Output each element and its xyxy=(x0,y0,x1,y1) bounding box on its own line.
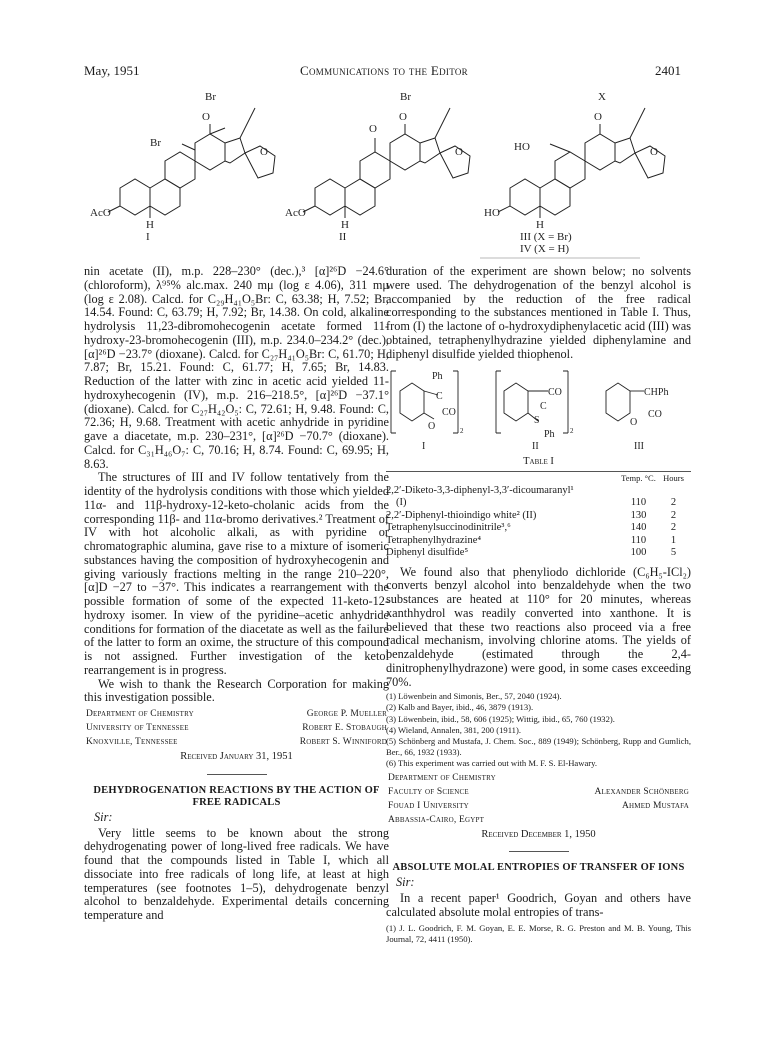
aff-line: Department of Chemistry xyxy=(86,709,194,719)
struct-i-subscript: 2 xyxy=(460,427,464,436)
author-name: Robert E. Stobaugh xyxy=(302,723,387,733)
left-column xyxy=(84,265,389,923)
table-row: (I) 110 2 xyxy=(396,497,677,508)
structure-ii-aco: AcO xyxy=(285,207,306,219)
reference-item: (5) Schönberg and Mustafa, J. Chem. Soc., 889 (1949); Schönberg, Rupp and Gumlich, Ber., 66, 1932 (1933). xyxy=(386,736,691,758)
structure-i-aco: AcO xyxy=(90,207,111,219)
structure-iii-x: X xyxy=(598,91,606,103)
struct-ii-subscript: 2 xyxy=(570,427,574,436)
author-name xyxy=(549,772,689,784)
table-row: Tetraphenylhydrazine⁴ 110 1 xyxy=(386,534,677,546)
right-column xyxy=(386,265,691,945)
reference-item: (4) Wieland, Annalen, 381, 200 (1911). xyxy=(386,724,521,735)
aff-line: Abbassia-Cairo, Egypt xyxy=(388,814,485,825)
steroid-structures-figure xyxy=(0,88,763,263)
table-row: 2,2′-Diketo-3,3-diphenyl-3,3′-dicoumaranyl¹ xyxy=(386,484,574,496)
article-title-entropies: ABSOLUTE MOLAL ENTROPIES OF TRANSFER OF IONS xyxy=(392,862,685,874)
structure-i-ring-o: O xyxy=(260,146,268,158)
structure-i-label: I xyxy=(146,231,150,243)
left-paragraph-3: We wish to thank the Research Corporation for making this investigation possible. xyxy=(84,676,389,705)
struct-ii-co: CO xyxy=(548,387,562,399)
aff-line: Faculty of Science xyxy=(388,786,469,797)
structure-iii-label: III (X = Br) xyxy=(520,231,572,243)
struct-ii-ph: Ph xyxy=(544,429,555,441)
structure-i-oxo: O xyxy=(202,111,210,123)
structure-i-br-left: Br xyxy=(150,137,161,149)
article-divider xyxy=(207,774,267,775)
structure-ii-h: H xyxy=(341,219,349,231)
struct-iii-o: O xyxy=(630,417,638,429)
structure-i xyxy=(90,91,275,243)
right-footnote: (1) J. L. Goodrich, F. M. Goyan, E. E. Morse, R. G. Preston and M. B. Young, This Journal, 72, 4411 (1950). xyxy=(386,922,691,944)
struct-i-c: C xyxy=(436,391,443,403)
table-row: Diphenyl disulfide⁵ 100 5 xyxy=(386,547,677,558)
left-paragraph-2: The structures of III and IV follow tentatively from the identity of the hydrolysis conditions with those which yielded 11α- and 11β-hydroxy-12-keto-cholanic acids from the corresponding 11β- and 11α-bromo derivatives.² Treatment of IV with hot alcoholic alkali, as with pyridine or chromatographic alumina, gave rise to a mixture of isomeric substances having the composition of hydroxyhecogenin and giving variously fractions melting in the range 210–220°, [α]D −27 to −37°. This indicates a rearrangement with the possible formation of some of the expected 11-keto-12-hydroxy isomer. In view of the pyridine–acetic anhydride conditions for formation of the diacetate as well as the failure of the latter to form an oxime, the structure of this compound is not assigned. Further investigation of the ketol rearrangement is in progress. xyxy=(84,470,389,677)
table-row: 2,2′-Diphenyl-thioindigo white² (II) 130 2 xyxy=(386,509,677,521)
struct-iii-co: CO xyxy=(648,409,662,421)
struct-ii-c: C xyxy=(540,401,547,413)
reference-item: (1) Löwenbein and Simonis, Ber., 57, 2040 (1924). xyxy=(386,691,562,702)
table-header-temp: Temp. °C. xyxy=(621,472,656,483)
left-affiliation xyxy=(84,706,389,750)
table-title: Table I xyxy=(523,456,554,468)
table-row: Tetraphenylsuccinodinitrile³,⁶ 140 2 xyxy=(386,522,677,533)
reference-item: (6) This experiment was carried out with M. F. S. El-Hawary. xyxy=(386,758,598,769)
free-radical-structures xyxy=(386,361,691,451)
left-salutation: Sir: xyxy=(94,809,113,824)
struct-i-o: O xyxy=(428,421,436,433)
header-date: May, 1951 xyxy=(84,63,140,78)
structure-iii-iv xyxy=(484,91,665,255)
structure-ii-oxo-12: O xyxy=(399,111,407,123)
structure-iii-ho-11: HO xyxy=(514,141,530,153)
structure-iv-label: IV (X = H) xyxy=(520,243,570,255)
article-title-dehydrogenation: DEHYDROGENATION REACTIONS BY THE ACTION OF FREE RADICALS xyxy=(93,784,380,808)
header-page-number: 2401 xyxy=(655,63,681,78)
author-name: George P. Mueller xyxy=(306,709,387,719)
aff-line: Fouad I University xyxy=(388,800,469,811)
structure-i-br-top: Br xyxy=(205,91,216,103)
struct-label-i: I xyxy=(422,441,426,452)
struct-label-ii: II xyxy=(532,441,539,452)
struct-iii-chph: CHPh xyxy=(644,387,669,399)
struct-i-co: CO xyxy=(442,407,456,419)
table-header-substance xyxy=(386,472,621,485)
right-paragraph-3: In a recent paper¹ Goodrich, Goyan and others have calculated absolute molal entropies of trans- xyxy=(386,891,691,919)
structure-iii-ring-o: O xyxy=(650,146,658,158)
left-paragraph-4: Very little seems to be known about the strong dehydrogenating power of long-lived free radicals. We have found that the compounds listed in Table I, which all dissociate into free radicals of long life, at least at high temperatures (see footnotes 1–5), dehydrogenate benzyl alcohol to benzaldehyde. Experimental details concerning temperature and xyxy=(84,825,389,922)
structure-iii-ho-3: HO xyxy=(484,207,500,219)
aff-line: Knoxville, Tennessee xyxy=(86,737,178,747)
right-references xyxy=(386,691,691,769)
structure-iii-oxo: O xyxy=(594,111,602,123)
struct-label-iii: III xyxy=(634,441,644,452)
article-divider xyxy=(509,851,569,852)
structure-iii-h: H xyxy=(536,219,544,231)
structure-ii-ring-o: O xyxy=(455,146,463,158)
author-name: Alexander Schönberg xyxy=(594,786,689,797)
author-name xyxy=(549,814,689,826)
left-received-date: Received January 31, 1951 xyxy=(180,751,293,762)
right-salutation: Sir: xyxy=(396,875,415,890)
left-paragraph-1: nin acetate (II), m.p. 228–230° (dec.),³ [α]²⁶D −24.6° (chloroform), λ⁹⁵% alc.max. 240 mμ (log ε 4.06), 311 mμ (log ε 2.08). Calcd. for C₂₉H₄₁O₅Br: C, 63.38; H, 7.52; Br, 14.54. Found: C, 63.79; H, 7.92; Br, 14.38. On cold, alkaline hydrolysis 11,23-dibromohecogenin acetate formed 11-hydroxy-23-bromohecogenin (III), m.p. 234.0–234.2° (dec.), [α]²⁶D −23.7° (dioxane). Calcd. for C₂₇H₄₁O₅Br: C, 61.70; H, 7.87; Br, 15.21. Found: C, 61.77; H, 7.65; Br, 14.83. Reduction of the latter with zinc in acetic acid yielded 11-hydroxyhecogenin (IV), m.p. 216–218.5°, [α]²⁶D −37.1° (dioxane). Calcd. for C₂₇H₄₂O₅: C, 72.61; H, 9.48. Found: C, 72.36; H, 9.68. Treatment with acetic anhydride in pyridine gave a diacetate, m.p. 230–231°, [α]²⁶D −70.7° (dioxane). Calcd. for C₃₁H₄₆O₇: C, 70.16; H, 8.74. Found: C, 69.95; H, 8.63. xyxy=(84,264,389,471)
structure-ii-label: II xyxy=(339,231,347,243)
right-paragraph-2: We found also that phenyliodo dichloride (C₆H₅-ICl₂) converts benzyl alcohol into benzaldehyde when the two substances are heated at 110° for 20 minutes, whereas xanthhydrol was readily converted into xanthone. It is believed that these two reactions also proceed via a free radical mechanism, involving chlorine atoms. The yields of benzaldehyde (estimated through the 2,4-dinitrophenylhydrazone) were good, in some cases exceeding 70%. xyxy=(386,564,691,689)
structure-ii xyxy=(285,91,470,243)
structure-ii-br-top: Br xyxy=(400,91,411,103)
table-1 xyxy=(386,471,691,560)
right-affiliation xyxy=(386,770,691,828)
author-name: Ahmed Mustafa xyxy=(621,800,689,811)
header-section: Communications to the Editor xyxy=(300,63,468,78)
aff-line: Department of Chemistry xyxy=(388,772,496,783)
struct-ii-s: S xyxy=(534,415,540,427)
structure-ii-oxo-11: O xyxy=(369,123,377,135)
struct-i-ph: Ph xyxy=(432,371,443,383)
structure-i-h: H xyxy=(146,219,154,231)
table-header-hours: Hours xyxy=(663,473,684,483)
right-received-date: Received December 1, 1950 xyxy=(481,828,596,840)
reference-item: (3) Löwenbein, ibid., 58, 606 (1925); Wittig, ibid., 65, 760 (1932). xyxy=(386,713,615,724)
author-name: Robert S. Winniford xyxy=(299,737,387,747)
reference-item: (2) Kalb and Bayer, ibid., 46, 3879 (1913). xyxy=(386,702,534,713)
aff-line: University of Tennessee xyxy=(86,723,189,733)
right-paragraph-1: duration of the experiment are shown below; no solvents were used. The dehydrogenation of the benzyl alcohol is accompanied by the reduction of the free radical corresponding to the substances mentioned in Table I. Thus, from (I) the lactone of o-hydroxydiphenylacetic acid (III) was obtained, tetraphenylhydrazine yielded diphenylamine and diphenyl disulfide yielded thiophenol. xyxy=(386,264,691,361)
